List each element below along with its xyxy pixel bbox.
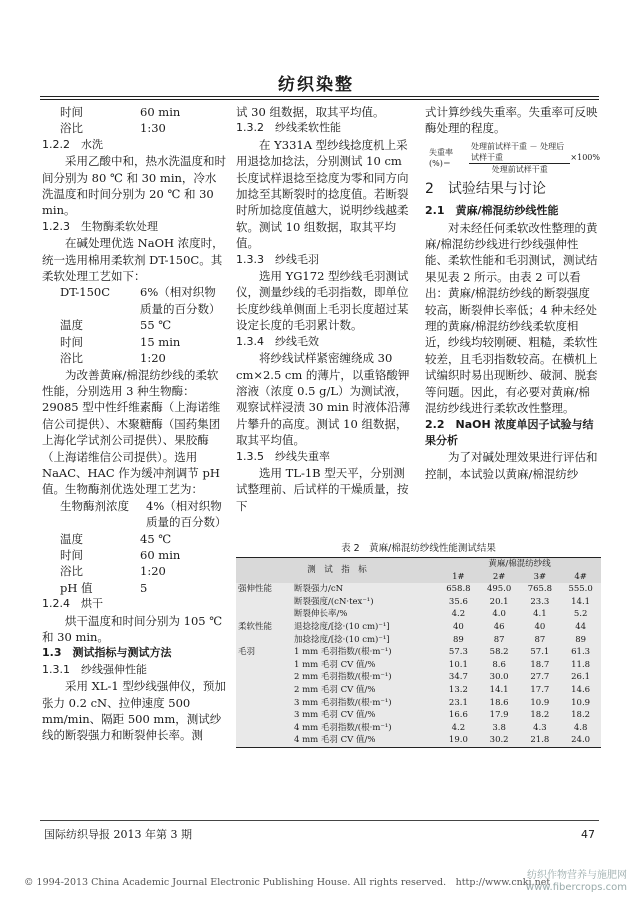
table-row-label: 退捻捻度/[捻·(10 cm)⁻¹]: [292, 621, 438, 634]
table-cell: 4.8: [560, 722, 601, 735]
param-key: 温度: [60, 531, 83, 546]
table-row-category: [236, 697, 292, 710]
table-cell: 4.1: [520, 608, 561, 621]
table-row: [236, 621, 601, 634]
table-cell: 23.3: [520, 596, 561, 609]
param-value: 55 ℃: [140, 318, 172, 333]
table-cell: 10.9: [520, 697, 561, 710]
table-row-label: 断裂伸长率/%: [292, 608, 438, 621]
table-row-category: [236, 659, 292, 672]
table-col-header: 1#: [438, 571, 479, 584]
param-key: 时间: [60, 334, 83, 349]
formula-denominator: 处理前试样干重: [491, 164, 548, 174]
table-cell: 57.1: [520, 646, 561, 659]
table-cell: 58.2: [479, 646, 520, 659]
table-row-category: 强伸性能: [236, 583, 292, 596]
param-row: [42, 547, 227, 563]
table-cell: 13.2: [438, 684, 479, 697]
section-heading: 1.3.4 纱线毛效: [236, 334, 319, 348]
param-key: 生物酶剂浓度: [60, 498, 129, 513]
table-row: [236, 634, 601, 647]
table-row-category: [236, 709, 292, 722]
paragraph: 烘干温度和时间分别为 105 ℃ 和 30 min。: [42, 613, 223, 644]
table-row: [236, 608, 601, 621]
table-row: [236, 734, 601, 747]
formula-fraction: [469, 141, 570, 175]
formula-tail: ×100%: [570, 153, 600, 163]
param-key: 时间: [60, 105, 83, 119]
table-cell: 10.9: [560, 697, 601, 710]
table-head-group: 黄麻/棉混纺纱线: [438, 558, 601, 571]
param-row: [42, 498, 227, 531]
table-row: [236, 684, 601, 697]
table-cell: 4.0: [479, 608, 520, 621]
param-row: [42, 284, 227, 317]
param-value: 5: [140, 580, 148, 595]
table-cell: 765.8: [520, 583, 561, 596]
param-row: [42, 531, 227, 547]
table-cell: 46: [479, 621, 520, 634]
paragraph: 为了对碱处理效果进行评估和控制，本试验以黄麻/棉混纺纱: [425, 450, 598, 481]
paragraph: 采用 XL-1 型纱线强伸仪，预加张力 0.2 cN、拉伸速度 500 mm/min、隔距 500 mm，测试纱线的断裂强力和断裂伸长率。测: [42, 679, 226, 743]
table-cell: 19.0: [438, 734, 479, 747]
table-cell: 18.2: [560, 709, 601, 722]
table-cell: 27.7: [520, 671, 561, 684]
table-row-label: 加捻捻度/[捻·(10 cm)⁻¹]: [292, 634, 438, 647]
param-row: [42, 334, 227, 350]
section-heading: 2.1 黄麻/棉混纺纱线性能: [425, 204, 559, 218]
table-cell: 18.7: [520, 659, 561, 672]
paragraph: 为改善黄麻/棉混纺纱线的柔软性能，分别选用 3 种生物酶：29085 型中性纤维素酶（上海诺维信公司提供）、木聚糖酶（国药集团上海化学试剂公司提供）、果胶酶（上海诺维信公司提供）。选用 NaAC、HAC 作为缓冲剂调节 pH 值。生物酶剂优选处理工艺为：: [42, 367, 221, 497]
table-cell: 20.1: [479, 596, 520, 609]
table-cell: 18.2: [520, 709, 561, 722]
weight-loss-formula: [429, 141, 600, 175]
param-row: [42, 350, 227, 366]
watermark-text: 纺织作物营养与施肥网: [527, 870, 627, 881]
param-value: 4%（相对织物质量的百分数）: [146, 498, 227, 530]
table-cell: 4.2: [438, 608, 479, 621]
paragraph: 试 30 组数据，取其平均值。: [236, 105, 385, 119]
section-heading: 2.2 NaOH 浓度单因子试验与结果分析: [425, 417, 594, 447]
param-key: 浴比: [60, 351, 83, 366]
paragraph: 选用 TL-1B 型天平，分别测试整理前、后试样的干燥质量，按下: [236, 465, 409, 513]
column-left: [42, 104, 227, 744]
table-row: [236, 722, 601, 735]
footer-rule: [40, 820, 599, 821]
formula-lhs: 失重率(%)＝: [429, 147, 453, 168]
section-heading: 1.2.4 烘干: [42, 597, 103, 611]
param-row: [42, 104, 227, 120]
table-row-category: [236, 722, 292, 735]
watermark: [526, 870, 627, 894]
param-value: 60 min: [140, 105, 181, 119]
param-value: 1:20: [140, 564, 166, 579]
table-cell: 11.8: [560, 659, 601, 672]
table-row-label: 断裂强度/(cN·tex⁻¹): [292, 596, 438, 609]
table-row-label: 4 mm 毛羽指数/(根·m⁻¹): [292, 722, 438, 735]
table-cell: 18.6: [479, 697, 520, 710]
param-key: 温度: [60, 318, 83, 333]
param-row: [42, 580, 227, 596]
table-row: [236, 697, 601, 710]
param-value: 15 min: [140, 334, 181, 349]
table-cell: 87: [520, 634, 561, 647]
table-cell: 14.1: [560, 596, 601, 609]
param-key: 浴比: [60, 121, 83, 136]
journal-section-title: 纺织染整: [278, 75, 354, 95]
page-number: 47: [581, 828, 595, 841]
param-key: 浴比: [60, 564, 83, 579]
table-cell: 40: [438, 621, 479, 634]
table-row-category: [236, 671, 292, 684]
table-row-category: 毛羽: [236, 646, 292, 659]
table-cell: 44: [560, 621, 601, 634]
table-cell: 87: [479, 634, 520, 647]
table-cell: 14.1: [479, 684, 520, 697]
table-cell: 495.0: [479, 583, 520, 596]
table-cell: 61.3: [560, 646, 601, 659]
table-col-header: 3#: [520, 571, 561, 584]
table-row-label: 4 mm 毛羽 CV 值/%: [292, 734, 438, 747]
param-row: [42, 317, 227, 333]
table-row: [236, 646, 601, 659]
table-cell: 14.6: [560, 684, 601, 697]
table-cell: 17.9: [479, 709, 520, 722]
param-key: 时间: [60, 547, 83, 562]
table-row-label: 断裂强力/cN: [292, 583, 438, 596]
table-cell: 40: [520, 621, 561, 634]
table-cell: 4.3: [520, 722, 561, 735]
param-row: [42, 120, 227, 136]
section-heading: 2 试验结果与讨论: [425, 180, 546, 197]
formula-numerator: 处理前试样干重 － 处理后试样干重: [469, 141, 570, 164]
table-row: [236, 671, 601, 684]
copyright-line: © 1994-2013 China Academic Journal Electronic Publishing House. All rights reserved. http://www.cnki.net: [24, 877, 551, 888]
table-col-header: 2#: [479, 571, 520, 584]
table-cell: 34.7: [438, 671, 479, 684]
table-cell: 35.6: [438, 596, 479, 609]
table-row-category: [236, 684, 292, 697]
table-row-category: [236, 608, 292, 621]
table-cell: 57.3: [438, 646, 479, 659]
table-row: [236, 596, 601, 609]
table-row-category: [236, 596, 292, 609]
column-right: [425, 104, 600, 482]
paragraph: 将纱线试样紧密缠绕成 30 cm×2.5 cm 的薄片，以重铬酸钾溶液（浓度 0.5 g/L）为测试液，观察试样浸渍 30 min 时液体沿薄片攀升的高度。测试 10 组数据，取其平均值。: [236, 351, 411, 448]
param-row: [42, 563, 227, 579]
paragraph: 式计算纱线失重率。失重率可反映酶处理的程度。: [425, 105, 598, 136]
param-key: DT-150C: [60, 285, 111, 300]
table-row-category: 柔软性能: [236, 621, 292, 634]
journal-issue: 国际纺织导报 2013 年第 3 期: [44, 828, 192, 841]
running-header: [40, 74, 599, 100]
table-cell: 16.6: [438, 709, 479, 722]
table-cell: 5.2: [560, 608, 601, 621]
param-value: 60 min: [140, 547, 181, 562]
table-row-label: 3 mm 毛羽 CV 值/%: [292, 709, 438, 722]
table-cell: 10.1: [438, 659, 479, 672]
table-caption: 表 2 黄麻/棉混纺纱线性能测试结果: [341, 543, 496, 554]
table-row: [236, 709, 601, 722]
table-cell: 21.8: [520, 734, 561, 747]
table-cell: 89: [438, 634, 479, 647]
param-value: 1:30: [140, 121, 166, 136]
table-col-header: 4#: [560, 571, 601, 584]
table-row-category: [236, 634, 292, 647]
section-heading: 1.3 测试指标与测试方法: [42, 646, 172, 660]
table-cell: 555.0: [560, 583, 601, 596]
table-row: [236, 659, 601, 672]
watermark-url: www.fibercrops.com: [525, 882, 627, 893]
param-value: 6%（相对织物质量的百分数）: [140, 285, 221, 316]
table-cell: 3.8: [479, 722, 520, 735]
param-key: pH 值: [60, 580, 93, 595]
table-body: [236, 583, 601, 747]
section-heading: 1.3.1 纱线强伸性能: [42, 662, 147, 676]
paragraph: 采用乙酸中和，热水洗温度和时间分别为 80 ℃ 和 30 min，冷水洗温度和时间分别为 20 ℃ 和 30 min。: [42, 154, 226, 218]
header-rule: [40, 96, 599, 97]
table-cell: 23.1: [438, 697, 479, 710]
table-cell: 30.0: [479, 671, 520, 684]
table-cell: 24.0: [560, 734, 601, 747]
table-head-index: 测 试 指 标: [236, 558, 438, 584]
table-row-label: 2 mm 毛羽指数/(根·m⁻¹): [292, 671, 438, 684]
table-row-category: [236, 734, 292, 747]
table-cell: 8.6: [479, 659, 520, 672]
table-cell: 658.8: [438, 583, 479, 596]
param-value: 1:20: [140, 351, 166, 366]
table-row-label: 2 mm 毛羽 CV 值/%: [292, 684, 438, 697]
table-cell: 30.2: [479, 734, 520, 747]
column-middle: [236, 104, 416, 514]
table-cell: 26.1: [560, 671, 601, 684]
section-heading: 1.3.5 纱线失重率: [236, 449, 330, 463]
section-heading: 1.2.3 生物酶柔软处理: [42, 219, 158, 233]
paragraph: 在碱处理优选 NaOH 浓度时，统一选用棉用柔软剂 DT-150C。其柔软处理工艺如下：: [42, 236, 224, 284]
section-heading: 1.3.3 纱线毛羽: [236, 252, 319, 266]
table-cell: 17.7: [520, 684, 561, 697]
section-heading: 1.3.2 纱线柔软性能: [236, 121, 341, 135]
table-row-label: 3 mm 毛羽指数/(根·m⁻¹): [292, 697, 438, 710]
section-heading: 1.2.2 水洗: [42, 137, 103, 151]
paragraph: 在 Y331A 型纱线捻度机上采用退捻加捻法，分别测试 10 cm 长度试样退捻至捻度为零和同方向加捻至其断裂时的捻度值。若断裂时所加捻度值越大，说明纱线越柔软。测试 10 组数据，取其平均值。: [236, 137, 409, 251]
table-row: [236, 583, 601, 596]
paragraph: 对未经任何柔软改性整理的黄麻/棉混纺纱线进行纱线强伸性能、柔软性能和毛羽测试，测试结果见表 2 所示。由表 2 可以看出：黄麻/棉混纺纱线的断裂强度较高，断裂伸长率低；4 种未经处理的黄麻/棉混纺纱线柔软度相近，纱线均较刚硬、粗糙，柔软性较差，且毛羽指数较高。在横机上试编织时易出现断纱、破洞、脱套等问题。因此，有必要对黄麻/棉混纺纱线进行柔软改性整理。: [425, 220, 598, 416]
table-row-label: 1 mm 毛羽 CV 值/%: [292, 659, 438, 672]
header-rule-thin: [40, 99, 599, 100]
table-cell: 4.2: [438, 722, 479, 735]
param-value: 45 ℃: [140, 531, 172, 546]
results-table: [236, 557, 601, 748]
table-row-label: 1 mm 毛羽指数/(根·m⁻¹): [292, 646, 438, 659]
paragraph: 选用 YG172 型纱线毛羽测试仪，测量纱线的毛羽指数，即单位长度纱线单侧面上毛羽长度超过某设定长度的毛羽累计数。: [236, 269, 409, 333]
table-cell: 89: [560, 634, 601, 647]
